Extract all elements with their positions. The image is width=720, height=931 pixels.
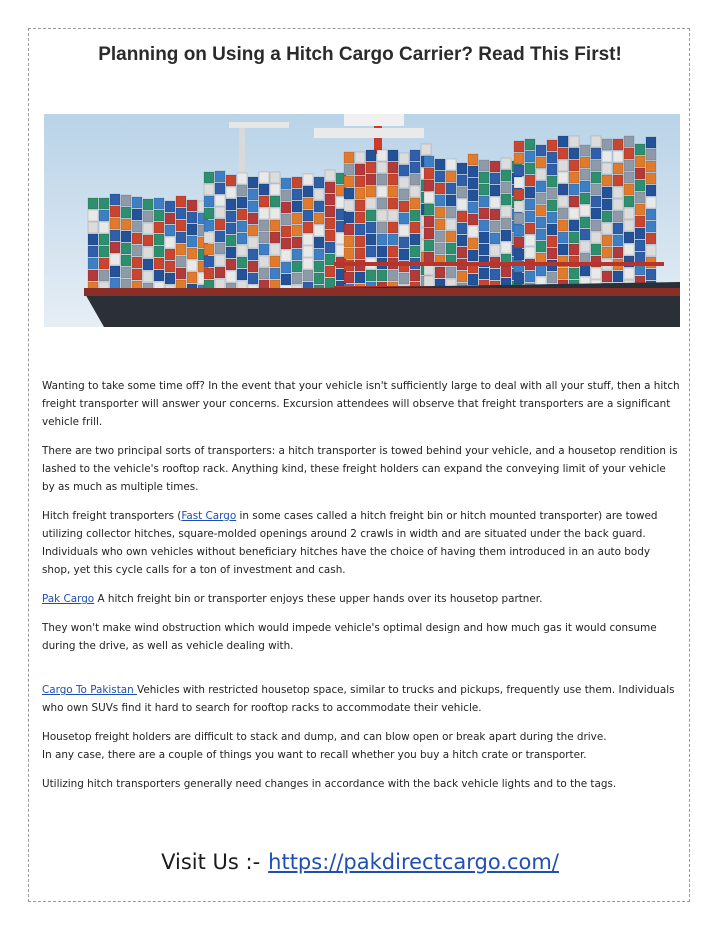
paragraph-advantages xyxy=(42,590,680,608)
paragraph-hitch-carriers xyxy=(42,507,680,579)
paragraph-text: A hitch freight bin or transporter enjoys these upper hands over its housetop partner. xyxy=(94,593,543,605)
visit-us-line xyxy=(0,850,720,874)
fast-cargo-link[interactable]: Fast Cargo xyxy=(181,510,237,522)
pak-cargo-link[interactable]: Pak Cargo xyxy=(42,593,95,605)
paragraph-carrier-types: There are two principal sorts of transporters: a hitch transporter is towed behind your vehicle, and a housetop rendition is lashed to the vehicle's rooftop rack. Anything kind, these freight holders can expand the conveying limit of your vehicle by as much as multiple times. xyxy=(42,445,678,493)
website-link[interactable]: https://pakdirectcargo.com/ xyxy=(268,850,559,874)
paragraph-trucks xyxy=(42,681,680,717)
paragraph-lights: Utilizing hitch transporters generally need changes in accordance with the back vehicle lights and to the tags. xyxy=(42,778,617,790)
container-ship-image xyxy=(44,114,680,327)
paragraph-rooftop xyxy=(42,728,680,764)
paragraph-text: in some cases called a hitch freight bin or hitch mounted transporter) are towed utilizing collector hitches, square-molded openings around 2 crawls in width and are situated under the back guard. Individuals who own vehicles without beneficiary hitches have the choice of having them introduced in an auto body shop, yet this cycle calls for a ton of investment and cash. xyxy=(42,510,658,576)
page-title: Planning on Using a Hitch Cargo Carrier? Read This First! xyxy=(98,44,622,65)
paragraph-intro: Wanting to take some time off? In the event that your vehicle isn't sufficiently large to deal with all your stuff, then a hitch freight transporter will answer your concerns. Excursion attendees will observe that freight transporters are a significant vehicle frill. xyxy=(42,380,680,428)
paragraph-text: Vehicles with restricted housetop space, similar to trucks and pickups, frequently use them. Individuals who own SUVs find it hard to search for rooftop racks to accommodate their vehicle. xyxy=(42,684,675,714)
visit-us-label: Visit Us :- xyxy=(161,850,261,874)
paragraph-line: Housetop freight holders are difficult to stack and dump, and can blow open or break apart during the drive. xyxy=(42,731,607,743)
cargo-to-pakistan-link[interactable]: Cargo To Pakistan xyxy=(42,684,138,696)
paragraph-line: In any case, there are a couple of things you want to recall whether you buy a hitch crate or transporter. xyxy=(42,749,587,761)
paragraph-wind: They won't make wind obstruction which would impede vehicle's optimal design and how much gas it would consume during the drive, as well as vehicle dealing with. xyxy=(42,622,657,652)
article-body xyxy=(42,377,680,804)
paragraph-text: Hitch freight transporters ( xyxy=(42,510,182,522)
